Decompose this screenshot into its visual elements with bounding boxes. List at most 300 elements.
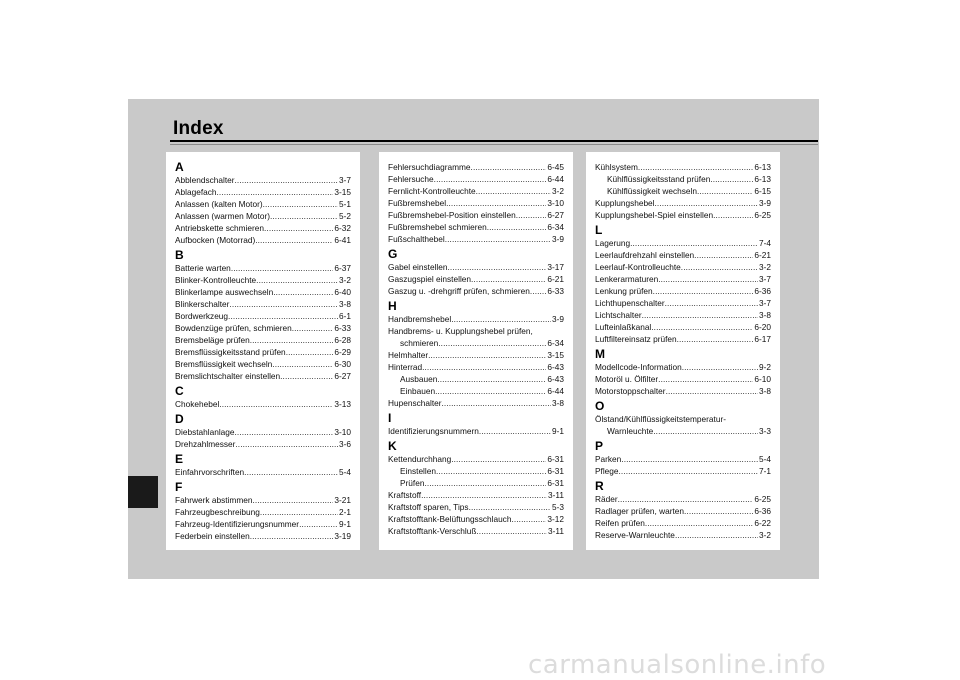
dot-leader	[697, 185, 753, 197]
index-entry	[595, 297, 771, 309]
index-entry-label: Leerlauf-Kontrolleuchte	[595, 262, 681, 272]
index-entry	[595, 249, 771, 261]
dot-leader	[471, 273, 546, 285]
index-entry	[595, 197, 771, 209]
dot-leader	[653, 285, 754, 297]
index-entry-label: Handbremshebel	[388, 314, 452, 324]
index-entry	[175, 174, 351, 186]
index-entry-label: Reserve-Warnleuchte	[595, 530, 675, 540]
dot-leader	[618, 493, 754, 505]
index-entry-page: 3-13	[334, 399, 351, 409]
index-entry-label: Blinkerschalter	[175, 299, 230, 309]
index-entry	[595, 209, 771, 221]
dot-leader	[250, 530, 334, 542]
index-entry-page: 6-21	[547, 274, 564, 284]
index-entry-label: Lagerung	[595, 238, 631, 248]
index-entry-label: Fahrzeugbeschreibung	[175, 507, 260, 517]
index-entry	[388, 361, 564, 373]
index-entry-page: 6-37	[334, 263, 351, 273]
index-entry	[388, 397, 564, 409]
index-entry-page: 5-4	[759, 454, 771, 464]
index-entry-page: 6-17	[754, 334, 771, 344]
dot-leader	[438, 337, 546, 349]
index-letter-heading: K	[388, 439, 397, 453]
dot-leader	[231, 262, 334, 274]
index-entry-page: 5-4	[339, 467, 351, 477]
dot-leader	[435, 385, 546, 397]
index-entry	[175, 494, 351, 506]
index-entry-label: Antriebskette schmieren	[175, 223, 265, 233]
index-entry-page: 3-8	[759, 386, 771, 396]
index-entry-page: 6-41	[334, 235, 351, 245]
index-entry-label: Reifen prüfen	[595, 518, 645, 528]
index-entry	[388, 489, 564, 501]
dot-leader	[235, 438, 338, 450]
index-entry-label: Abblendschalter	[175, 175, 235, 185]
dot-leader	[272, 358, 333, 370]
index-entry	[388, 501, 564, 513]
index-entry-label: Hinterrad	[388, 362, 423, 372]
index-letter-heading: C	[175, 384, 184, 398]
index-column-2	[379, 152, 573, 550]
index-entry-continued: Handbrems- u. Kupplungshebel prüfen,	[388, 326, 533, 336]
dot-leader	[273, 286, 333, 298]
dot-leader	[681, 261, 758, 273]
index-entry-page: 3-2	[339, 275, 351, 285]
index-entry-page: 6-25	[754, 494, 771, 504]
index-entry-label: Kühlsystem	[595, 162, 638, 172]
index-entry	[388, 349, 564, 361]
index-entry-page: 3-9	[759, 198, 771, 208]
index-entry-page: 2-1	[339, 507, 351, 517]
dot-leader	[422, 361, 546, 373]
index-entry	[175, 438, 351, 450]
index-entry-label: Bowdenzüge prüfen, schmieren	[175, 323, 292, 333]
index-entry-page: 3-12	[547, 514, 564, 524]
dot-leader	[451, 453, 546, 465]
index-entry-page: 6-45	[547, 162, 564, 172]
dot-leader	[621, 453, 758, 465]
index-entry	[595, 261, 771, 273]
index-entry	[388, 161, 564, 173]
dot-leader	[250, 334, 334, 346]
index-entry	[175, 186, 351, 198]
index-entry-page: 6-29	[334, 347, 351, 357]
dot-leader	[446, 197, 546, 209]
watermark: carmanualsonline.info	[528, 650, 827, 680]
index-entry	[388, 453, 564, 465]
index-entry-label: Kraftstoff sparen, Tips	[388, 502, 469, 512]
dot-leader	[476, 185, 551, 197]
index-entry-page: 6-27	[547, 210, 564, 220]
dot-leader	[229, 298, 338, 310]
index-entry	[388, 373, 564, 385]
index-entry	[175, 518, 351, 530]
index-entry-label: Kraftstoff	[388, 490, 422, 500]
dot-leader	[217, 186, 334, 198]
index-entry-label: Gaszugspiel einstellen	[388, 274, 472, 284]
index-entry-label: Bremsflüssigkeitsstand prüfen	[175, 347, 286, 357]
index-entry	[388, 525, 564, 537]
dot-leader	[658, 373, 753, 385]
index-entry	[595, 333, 771, 345]
index-entry	[595, 453, 771, 465]
index-entry-label: Chokehebel	[175, 399, 220, 409]
index-entry-page: 3-15	[547, 350, 564, 360]
index-entry-page: 3-7	[759, 298, 771, 308]
index-entry-page: 3-9	[552, 314, 564, 324]
index-entry-label: Kettendurchhang	[388, 454, 452, 464]
index-entry-page: 6-36	[754, 506, 771, 516]
dot-leader	[445, 233, 551, 245]
index-entry-page: 6-13	[754, 174, 771, 184]
index-entry	[388, 313, 564, 325]
index-entry	[595, 361, 771, 373]
index-entry-label: Lenkerarmaturen	[595, 274, 659, 284]
dot-leader	[684, 505, 753, 517]
dot-leader	[694, 249, 753, 261]
index-entry-page: 3-17	[547, 262, 564, 272]
index-entry	[175, 322, 351, 334]
dot-leader	[682, 361, 758, 373]
index-entry-label: Fernlicht-Kontrolleuchte	[388, 186, 476, 196]
index-entry-label: Gaszug u. -drehgriff prüfen, schmieren	[388, 286, 530, 296]
index-entry	[595, 173, 771, 185]
index-entry-page: 9-1	[339, 519, 351, 529]
index-entry-page: 3-11	[548, 490, 564, 500]
dot-leader	[653, 425, 758, 437]
index-entry-page: 6-27	[334, 371, 351, 381]
index-entry	[595, 285, 771, 297]
dot-leader	[255, 234, 333, 246]
index-letter-heading: A	[175, 160, 184, 174]
index-entry-label: Kraftstofftank-Verschluß	[388, 526, 477, 536]
index-entry-page: 6-40	[334, 287, 351, 297]
index-entry-label: Lufteinlaßkanal	[595, 322, 652, 332]
index-entry-page: 6-20	[754, 322, 771, 332]
index-entry	[388, 465, 564, 477]
index-entry-label: Bremsbeläge prüfen	[175, 335, 250, 345]
index-column-1	[166, 152, 360, 550]
index-entry-label: Warnleuchte	[607, 426, 654, 436]
index-entry-page: 6-33	[547, 286, 564, 296]
index-entry-label: Blinkerlampe auswechseln	[175, 287, 274, 297]
index-entry-label: Leerlaufdrehzahl einstellen	[595, 250, 695, 260]
index-entry	[595, 185, 771, 197]
index-entry	[595, 161, 771, 173]
index-entry-page: 6-33	[334, 323, 351, 333]
dot-leader	[677, 333, 754, 345]
index-entry-page: 9-1	[552, 426, 564, 436]
index-entry-page: 6-1	[339, 311, 351, 321]
index-entry-label: Radlager prüfen, warten	[595, 506, 685, 516]
index-entry-page: 6-43	[547, 374, 564, 384]
index-entry-page: 3-15	[334, 187, 351, 197]
dot-leader	[442, 397, 551, 409]
dot-leader	[270, 210, 338, 222]
index-entry-label: Anlassen (kalten Motor)	[175, 199, 263, 209]
index-entry	[175, 466, 351, 478]
index-entry	[388, 285, 564, 297]
index-letter-heading: E	[175, 452, 184, 466]
dot-leader	[530, 285, 547, 297]
index-entry-label: Prüfen	[400, 478, 425, 488]
index-entry-label: Parken	[595, 454, 622, 464]
index-entry-page: 3-11	[548, 526, 564, 536]
dot-leader	[713, 209, 753, 221]
index-entry-page: 3-2	[759, 530, 771, 540]
dot-leader	[264, 222, 333, 234]
index-entry-label: Lenkung prüfen	[595, 286, 653, 296]
index-entry	[175, 346, 351, 358]
index-entry-page: 3-3	[759, 426, 771, 436]
index-entry-label: Kühlflüssigkeitsstand prüfen	[607, 174, 711, 184]
index-letter-heading: D	[175, 412, 184, 426]
index-entry-label: Fehlersuche	[388, 174, 434, 184]
index-entry-page: 5-3	[552, 502, 564, 512]
index-entry-page: 7-1	[759, 466, 771, 476]
index-entry-label: Kupplungshebel-Spiel einstellen	[595, 210, 714, 220]
index-entry-continued: Ölstand/Kühlflüssigkeitstemperatur-	[595, 414, 726, 424]
index-letter-heading: L	[595, 223, 603, 237]
index-entry-page: 3-21	[334, 495, 351, 505]
dot-leader	[645, 517, 754, 529]
index-entry-page: 9-2	[759, 362, 771, 372]
dot-leader	[428, 349, 546, 361]
index-entry	[595, 529, 771, 541]
dot-leader	[434, 173, 547, 185]
index-entry	[595, 273, 771, 285]
dot-leader	[421, 489, 547, 501]
index-letter-heading: G	[388, 247, 398, 261]
index-entry-page: 6-22	[754, 518, 771, 528]
index-entry	[388, 261, 564, 273]
index-entry	[388, 385, 564, 397]
index-entry-label: Drehzahlmesser	[175, 439, 236, 449]
dot-leader	[292, 322, 334, 334]
index-entry-label: schmieren	[400, 338, 439, 348]
index-entry-page: 7-4	[759, 238, 771, 248]
index-entry	[175, 426, 351, 438]
dot-leader	[487, 221, 547, 233]
index-entry-page: 6-32	[334, 223, 351, 233]
title-rule	[170, 140, 818, 142]
index-entry	[175, 370, 351, 382]
index-entry	[595, 309, 771, 321]
index-entry-label: Batterie warten	[175, 263, 231, 273]
dot-leader	[675, 529, 758, 541]
index-entry-label: Fahrzeug-Identifizierungsnummer	[175, 519, 300, 529]
index-entry-page: 3-2	[552, 186, 564, 196]
index-entry-label: Fehlersuchdiagramme	[388, 162, 471, 172]
index-entry-label: Ablagefach	[175, 187, 217, 197]
index-entry	[175, 334, 351, 346]
title-rule-secondary	[170, 144, 818, 145]
index-entry-label: Fahrwerk abstimmen	[175, 495, 253, 505]
dot-leader	[476, 525, 547, 537]
dot-leader	[651, 321, 753, 333]
index-entry-label: Motorstoppschalter	[595, 386, 666, 396]
index-entry-label: Einstellen	[400, 466, 436, 476]
index-entry	[175, 234, 351, 246]
dot-leader	[263, 198, 338, 210]
index-letter-heading: P	[595, 439, 604, 453]
index-entry-label: Pflege	[595, 466, 619, 476]
index-entry-label: Fußbremshebel-Position einstellen	[388, 210, 516, 220]
index-entry-page: 6-15	[754, 186, 771, 196]
dot-leader	[228, 310, 338, 322]
dot-leader	[630, 237, 758, 249]
section-tab-marker	[128, 476, 158, 508]
index-entry	[175, 210, 351, 222]
index-entry-page: 6-30	[334, 359, 351, 369]
index-entry-label: Hupenschalter	[388, 398, 442, 408]
index-entry	[595, 465, 771, 477]
index-entry	[175, 358, 351, 370]
index-entry-page: 6-31	[547, 454, 564, 464]
index-entry-label: Bremsflüssigkeit wechseln	[175, 359, 273, 369]
index-letter-heading: B	[175, 248, 184, 262]
dot-leader	[642, 309, 758, 321]
dot-leader	[511, 513, 546, 525]
index-entry-label: Identifizierungsnummern	[388, 426, 479, 436]
index-column-3	[586, 152, 780, 550]
index-entry-label: Anlassen (warmen Motor)	[175, 211, 270, 221]
index-entry-page: 3-7	[339, 175, 351, 185]
index-entry	[595, 373, 771, 385]
index-entry-label: Modellcode-Information	[595, 362, 682, 372]
index-entry	[388, 233, 564, 245]
dot-leader	[448, 261, 547, 273]
index-entry-page: 5-2	[339, 211, 351, 221]
index-entry-label: Kühlflüssigkeit wechseln	[607, 186, 697, 196]
index-entry-label: Blinker-Kontrolleuchte	[175, 275, 257, 285]
index-entry-label: Kupplungshebel	[595, 198, 655, 208]
index-entry-label: Einfahrvorschriften	[175, 467, 245, 477]
dot-leader	[710, 173, 753, 185]
index-entry-page: 6-10	[754, 374, 771, 384]
index-letter-heading: I	[388, 411, 392, 425]
index-entry-page: 3-7	[759, 274, 771, 284]
index-entry-label: Helmhalter	[388, 350, 429, 360]
index-entry-label: Einbauen	[400, 386, 436, 396]
dot-leader	[219, 398, 333, 410]
index-entry-label: Bordwerkzeug	[175, 311, 229, 321]
dot-leader	[299, 518, 338, 530]
index-entry	[595, 425, 771, 437]
index-entry-label: Bremslichtschalter einstellen	[175, 371, 281, 381]
index-entry-label: Fußbremshebel schmieren	[388, 222, 487, 232]
dot-leader	[235, 174, 338, 186]
index-entry	[595, 493, 771, 505]
dot-leader	[619, 465, 758, 477]
index-entry-label: Lichthupenschalter	[595, 298, 665, 308]
index-entry-label: Fußbremshebel	[388, 198, 447, 208]
index-entry	[595, 517, 771, 529]
index-entry	[175, 262, 351, 274]
index-entry	[175, 298, 351, 310]
index-letter-heading: O	[595, 399, 605, 413]
index-entry-label: Luftfiltereinsatz prüfen	[595, 334, 677, 344]
index-entry	[388, 209, 564, 221]
index-entry	[175, 398, 351, 410]
index-entry-label: Federbein einstellen	[175, 531, 250, 541]
index-letter-heading: F	[175, 480, 183, 494]
index-entry	[175, 310, 351, 322]
dot-leader	[666, 385, 758, 397]
index-entry-page: 3-8	[339, 299, 351, 309]
index-entry-label: Räder	[595, 494, 618, 504]
dot-leader	[665, 297, 758, 309]
index-entry	[175, 530, 351, 542]
index-entry	[175, 198, 351, 210]
index-entry-page: 6-28	[334, 335, 351, 345]
index-letter-heading: H	[388, 299, 397, 313]
dot-leader	[516, 209, 547, 221]
index-entry-label: Ausbauen	[400, 374, 438, 384]
index-entry-label: Lichtschalter	[595, 310, 642, 320]
dot-leader	[479, 425, 551, 437]
index-entry	[388, 173, 564, 185]
index-entry-page: 5-1	[339, 199, 351, 209]
index-entry	[175, 286, 351, 298]
index-entry	[388, 185, 564, 197]
index-entry-page: 6-31	[547, 466, 564, 476]
index-entry	[175, 222, 351, 234]
dot-leader	[235, 426, 334, 438]
dot-leader	[252, 494, 333, 506]
dot-leader	[658, 273, 758, 285]
index-entry	[388, 425, 564, 437]
index-entry-label: Motoröl u. Ölfilter	[595, 374, 659, 384]
index-entry	[595, 505, 771, 517]
index-entry-page: 6-34	[547, 338, 564, 348]
index-entry	[388, 477, 564, 489]
index-entry-page: 6-44	[547, 174, 564, 184]
index-entry-label: Gabel einstellen	[388, 262, 448, 272]
index-entry-page: 6-13	[754, 162, 771, 172]
index-entry	[175, 274, 351, 286]
index-letter-heading: M	[595, 347, 605, 361]
index-entry	[595, 321, 771, 333]
index-entry-page: 6-36	[754, 286, 771, 296]
index-entry	[388, 337, 564, 349]
index-entry-page: 6-44	[547, 386, 564, 396]
dot-leader	[655, 197, 758, 209]
index-entry	[595, 385, 771, 397]
index-entry-page: 3-19	[334, 531, 351, 541]
index-entry	[175, 506, 351, 518]
index-entry-page: 6-43	[547, 362, 564, 372]
index-entry-page: 6-34	[547, 222, 564, 232]
index-entry-page: 3-2	[759, 262, 771, 272]
index-entry-page: 6-31	[547, 478, 564, 488]
dot-leader	[244, 466, 338, 478]
dot-leader	[286, 346, 334, 358]
dot-leader	[469, 501, 551, 513]
dot-leader	[638, 161, 754, 173]
index-entry	[388, 221, 564, 233]
dot-leader	[424, 477, 546, 489]
index-entry	[595, 237, 771, 249]
index-entry-page: 3-10	[547, 198, 564, 208]
index-entry-page: 3-6	[339, 439, 351, 449]
dot-leader	[437, 373, 546, 385]
index-entry-page: 6-21	[754, 250, 771, 260]
index-entry-page: 3-8	[759, 310, 771, 320]
index-entry-page: 6-25	[754, 210, 771, 220]
index-entry	[388, 197, 564, 209]
